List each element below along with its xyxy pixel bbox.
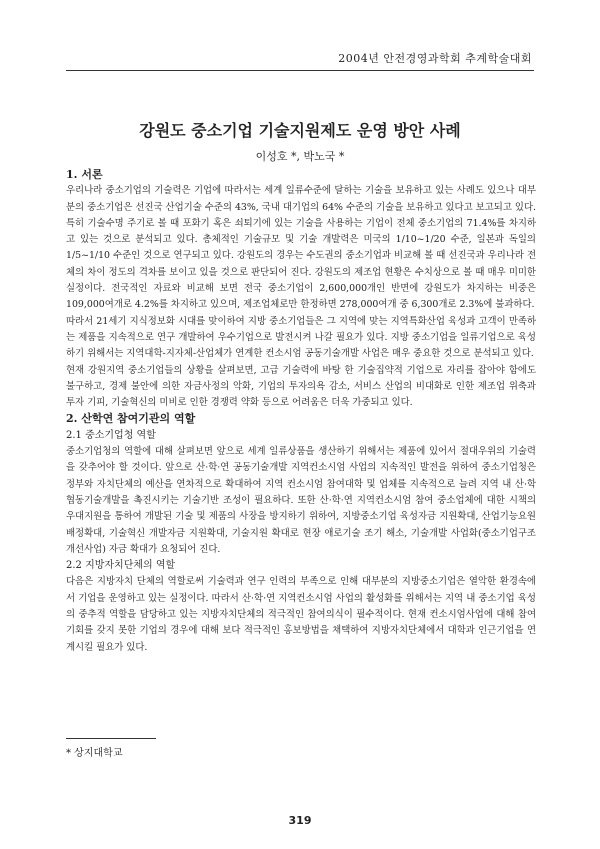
footnote: * 상지대학교 [66, 748, 123, 759]
paper-body [66, 167, 536, 656]
subsection-heading: 2.2 지방자치단체의 역할 [66, 560, 176, 572]
section-heading: 2. 산학연 참여기관의 역할 [66, 412, 196, 426]
page-number: 319 [288, 814, 312, 827]
footnote-rule [66, 738, 156, 739]
header-rule [66, 70, 534, 71]
section-heading: 1. 서론 [66, 168, 103, 181]
paragraph: 다음은 지방자치 단체의 역할로써 기술력과 연구 인력의 부족으로 인해 대부분의 지방중소기업은 열악한 환경속에서 기업을 운영하고 있는 실정이다. 따라서 산·학·연 지역컨소시엄 사업의 활성화를 위해서는 지역 내 중소기업 육성의 중추적 역할을 담당하고 있는 지방자치단체의 적극적인 참여의식이 필수적이다. 현재 컨소시엄사업에 대해 참여기회를 갖지 못한 기업의 경우에 대해 보다 적극적인 홍보방법을 채택하여 지방자치단체에서 대학과 인근기업을 연계시킬 필요가 있다. [66, 576, 536, 653]
subsection-heading: 2.1 중소기업청 역할 [66, 429, 156, 441]
paper-title: 강원도 중소기업 기술지원제도 운영 방안 사례 [139, 121, 461, 140]
paragraph: 중소기업청의 역할에 대해 살펴보면 앞으로 세계 일류상품을 생산하기 위해서는 제품에 있어서 절대우위의 기술력을 갖추어야 할 것이다. 앞으로 산·학·연 공동기술개발 지역컨소시엄 사업의 지속적인 발전을 위하여 중소기업청은 정부와 자치단체의 예산을 연차적으로 확대하여 지역 컨소시엄 참여대학 및 업체를 지속적으로 늘려 지역 내 산·학 협동기술개발을 촉진시키는 기술기반 조성이 필요하다. 또한 산·학·연 지역컨소시엄 참여 중소업체에 대한 시책의 우대지원을 통하여 개발된 기술 및 제품의 사장을 방지하기 위하여, 지방중소기업 육성자금 지원확대, 산업기능요원 배정확대, 기술혁신 개발자금 지원확대, 기술지원 확대로 현장 애로기술 조기 해소, 기술개발 사업화(중소기업구조 개선사업) 자금 확대가 요청되어 진다. [66, 446, 536, 555]
paragraph: 우리나라 중소기업의 기술력은 기업에 따라서는 세계 일류수준에 달하는 기술을 보유하고 있는 사례도 있으나 대부분의 중소기업은 선진국 산업기술 수준의 43%, 국내 대기업의 64% 수준의 기술을 보유하고 있다고 보고되고 있다. 특히 기술수명 주기로 볼 때 포화기 혹은 쇠퇴기에 있는 기술을 사용하는 기업이 전체 중소기업의 71.4%를 차지하고 있는 것으로 분석되고 있다. 총체적인 기술규모 및 기술 개발력은 미국의 1/10~1/20 수준, 일본과 독일의 1/5~1/10 수준인 것으로 연구되고 있다. 강원도의 경우는 수도권의 중소기업과 비교해 볼 때 선진국과 우리나라 전체의 차이 정도의 격차를 보이고 있을 것으로 판단되어 진다. 강원도의 제조업 현황은 수치상으로 볼 때 매우 미미한 실정이다. 전국적인 자료와 비교해 보면 전국 중소기업이 2,600,000개인 반면에 강원도가 차지하는 비중은 109,000여개로 4.2%를 차지하고 있으며, 제조업체로만 한정하면 278,000여개 중 6,300개로 2.3%에 불과하다. [66, 185, 536, 311]
paragraph: 현재 강원지역 중소기업들의 상황을 살펴보면, 고급 기술력에 바탕 한 기술집약적 기업으로 자리를 잡아야 함에도 불구하고, 경제 불안에 의한 자금사정의 악화, 기업의 투자의욕 감소, 서비스 산업의 비대화로 인한 제조업 위축과 투자 기피, 기술혁신의 미비로 인한 경쟁력 약화 등으로 어려움은 더욱 가중되고 있다. [66, 364, 536, 409]
conference-header: 2004년 안전경영과학회 추계학술대회 [338, 52, 532, 65]
paragraph: 따라서 21세기 지식정보화 시대를 맞이하여 지방 중소기업들은 그 지역에 맞는 지역특화산업 육성과 고객이 만족하는 제품을 지속적으로 연구 개발하여 우수기업으로 발전시켜 나갈 필요가 있다. 지방 중소기업을 일류기업으로 육성하기 위해서는 지역대학-지자체-산업체가 연계한 컨소시엄 공동기술개발 사업은 매우 중요한 것으로 분석되고 있다. [66, 315, 536, 360]
authors: 이성호 *, 박노국 * [255, 150, 345, 163]
